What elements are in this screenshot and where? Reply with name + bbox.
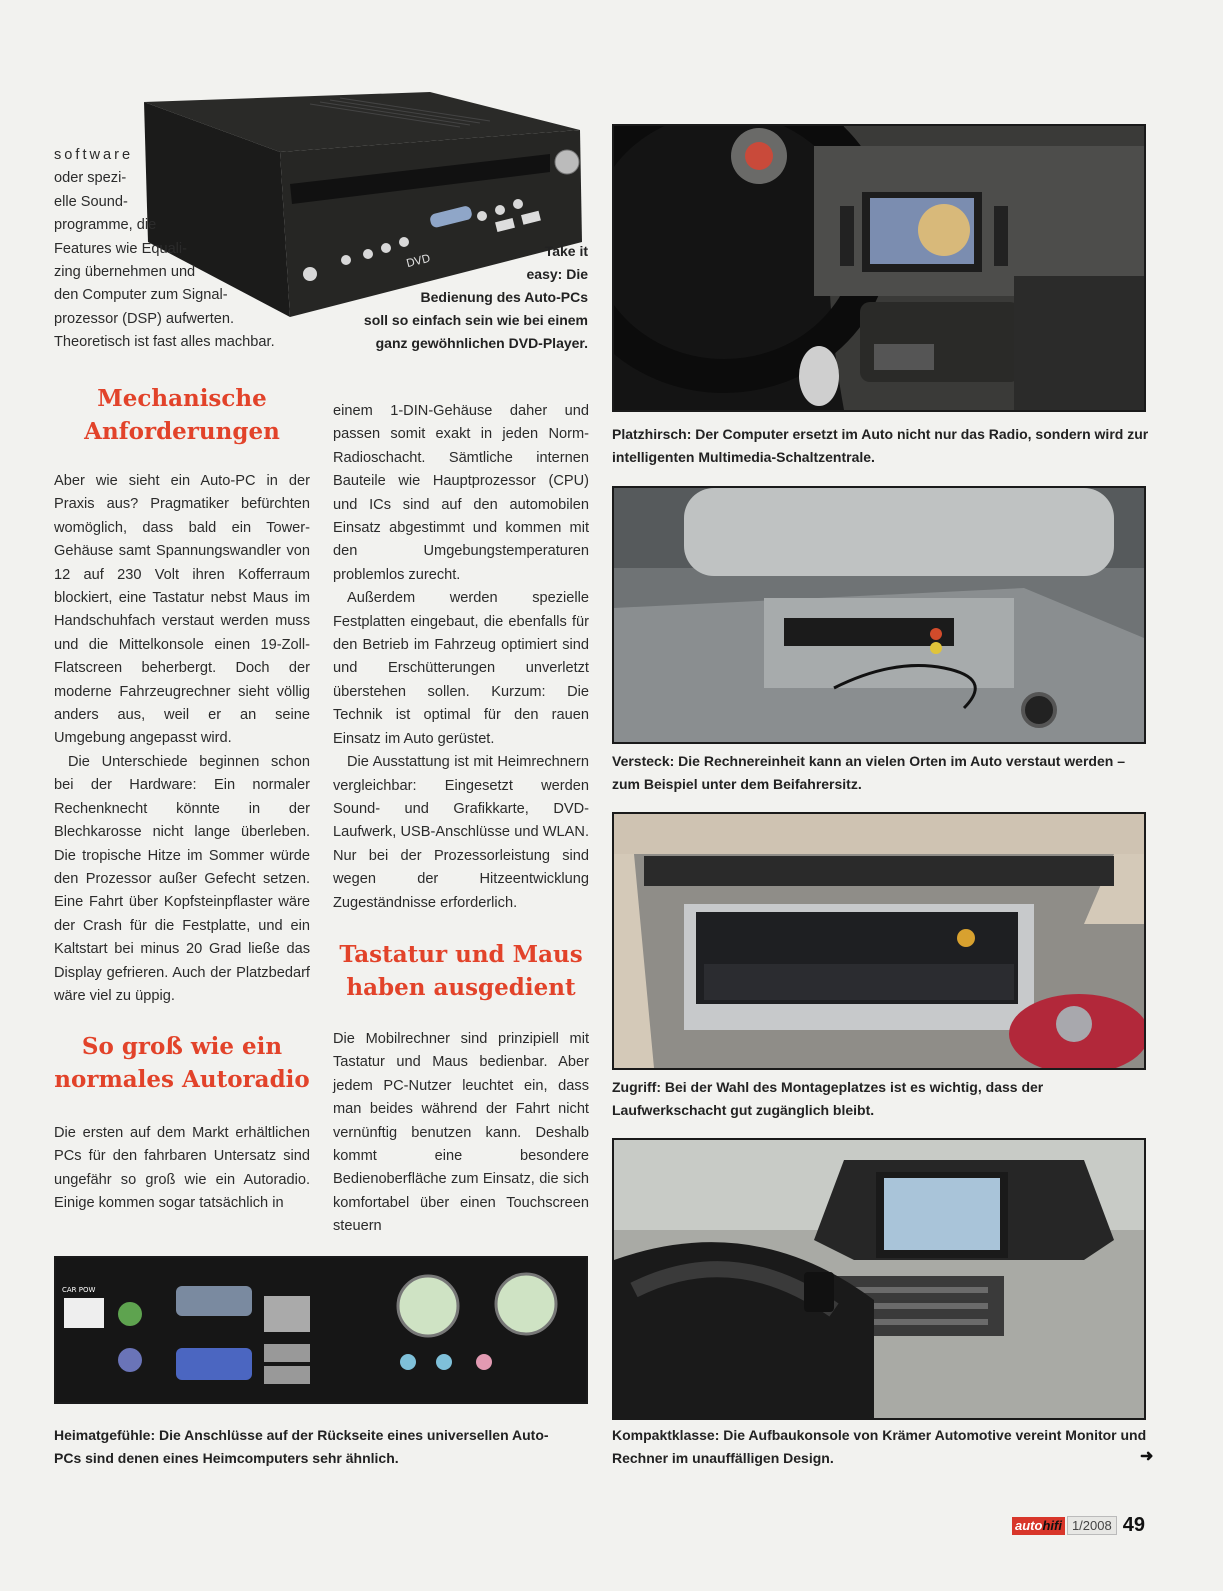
page-number: 49 [1122, 1514, 1145, 1536]
heading-line: Anforderungen [84, 418, 280, 445]
caption-line: easy: Die [526, 266, 588, 282]
logo-auto: auto [1015, 1517, 1043, 1533]
autohifi-logo [1012, 1517, 1065, 1535]
paragraph: Die Mobilrechner sind prinzipiell mit Tastatur und Maus bedienbar. Aber jedem PC-Nutzer leuchtet ein, dass man beides während der Fahrt nicht vernünftig benutzen kann. Deshalb kommt eine besondere Bedienoberfläche zum Einsatz, die sich komfortabel über einen Touchscreen steuern [333, 1031, 589, 1235]
intro-line: Features wie Equali- [54, 240, 188, 257]
caption-platzhirsch: Platzhirsch: Der Computer ersetzt im Auto nicht nur das Radio, sondern wird zur intelligenten Multimedia-Schaltzentrale. [612, 426, 1149, 465]
intro-line: Theoretisch ist fast alles machbar. [54, 334, 275, 351]
intro-text [54, 144, 314, 355]
heading-tastatur-und-maus [333, 938, 589, 1004]
caption-line: Bedienung des Auto-PCs [420, 289, 588, 305]
intro-line: elle Sound- [54, 193, 128, 210]
paragraph: Die Ausstattung ist mit Heimrechnern vergleichbar: Eingesetzt werden Sound- und Grafikkarte, DVD-Laufwerk, USB-Anschlüsse und WLAN. Nur bei der Prozessorleistung sind wegen der Hitzeentwicklung Zugeständnisse erforderlich. [333, 754, 589, 911]
caption-line: ganz gewöhnlichen DVD-Player. [375, 335, 588, 351]
intro-line: software [54, 147, 134, 163]
paragraph: Die Unterschiede beginnen schon bei der Hardware: Ein normaler Rechenknecht könnte in der Blechkarosse nicht lange überleben. Die tropische Hitze im Sommer würde den Prozessor außer Gefecht setzen. Eine Fahrt über Kopfsteinpflaster wäre der Crash für die Festplatte, und ein Kaltstart bei minus 20 Grad ließe das Display gefrieren. Auch der Platzbedarf wäre viel zu üppig. [54, 753, 310, 1004]
photo-rear-panel [54, 1256, 588, 1404]
column-1-body [54, 470, 310, 1008]
heading-line: Tastatur und Maus [339, 941, 583, 968]
top-caption [330, 240, 588, 355]
intro-line: prozessor (DSP) aufwerten. [54, 310, 235, 327]
paragraph: Außerdem werden spezielle Festplatten eingebaut, die ebenfalls für den Betrieb im Fahrzeug optimiert sind und Erschütterungen unverletzt überstehen sollen. Kurzum: Die Technik ist optimal für den rauen Einsatz im Auto gerüstet. [333, 590, 589, 747]
paragraph: Aber wie sieht ein Auto-PC in der Praxis aus? Pragmatiker befürchten womöglich, dass bald ein Tower-Gehäuse samt Spannungswandler von 12 auf 230 Volt ihren Kofferraum blockiert, eine Tastatur nebst Maus im Handschuhfach verstaut werden muss und die Mittelkonsole einen 19-Zoll-Flatscreen beherbergt. Doch der moderne Fahrzeugrechner sieht völlig anders aus, weil er an seine Umgebung angepasst wird. [54, 473, 310, 747]
car-pow-label: CAR POW [62, 1286, 96, 1294]
caption-line: soll so einfach sein wie bei einem [363, 312, 588, 328]
caption-versteck: Versteck: Die Rechnereinheit kann an vielen Orten im Auto verstaut werden – zum Beispiel unter dem Beifahrersitz. [612, 753, 1125, 792]
paragraph: Die ersten auf dem Markt erhältlichen PCs für den fahrbaren Untersatz sind ungefähr so groß wie ein Autoradio. Einige kommen sogar tatsächlich in [54, 1125, 310, 1212]
intro-line: programme, die [54, 217, 157, 234]
logo-hifi: hifi [1042, 1517, 1062, 1533]
heading-so-gross-wie-ein-autoradio [54, 1030, 310, 1096]
paragraph: einem 1-DIN-Gehäuse daher und passen somit exakt in jeden Norm-Radioschacht. Sämtliche internen Bauteile wie Hauptprozessor (CPU) und ICs sind auf den automobilen Einsatz abgestimmt und kommen mit den Umgebungstemperaturen problemlos zurecht. [333, 403, 589, 583]
photo-console [612, 1138, 1146, 1420]
issue-number: 1/2008 [1067, 1516, 1117, 1535]
heading-line: normales Autoradio [54, 1066, 310, 1093]
column-2-body-end [333, 1028, 589, 1239]
heading-line: So groß wie ein [81, 1033, 283, 1060]
heading-line: Mechanische [97, 385, 267, 412]
page-footer [1012, 1514, 1145, 1537]
photo-glovebox [612, 812, 1146, 1070]
heading-line: haben ausgedient [346, 974, 576, 1001]
intro-line: den Computer zum Signal- [54, 287, 228, 304]
intro-line: zing übernehmen und [54, 264, 196, 281]
continue-arrow-icon: ➜ [1140, 1448, 1154, 1465]
caption-kompaktklasse: Kompaktklasse: Die Aufbaukonsole von Krämer Automotive vereint Monitor und Rechner im unauffälligen Design. [612, 1427, 1147, 1466]
dvd-logo-text: DVD [404, 251, 432, 271]
intro-line: oder spezi- [54, 170, 127, 187]
caption-zugriff: Zugriff: Bei der Wahl des Montageplatzes ist es wichtig, dass der Laufwerkschacht gut zugänglich bleibt. [612, 1079, 1044, 1118]
heading-mechanische-anforderungen [54, 382, 310, 448]
photo-dashboard [612, 124, 1146, 412]
column-1-body-end [54, 1122, 310, 1216]
caption-line: Take it [544, 243, 588, 259]
caption-heimatgefuehle: Heimatgefühle: Die Anschlüsse auf der Rückseite eines universellen Auto-PCs sind denen eines Heimcomputers sehr ähnlich. [54, 1427, 549, 1466]
column-2-body [333, 400, 589, 915]
photo-under-seat [612, 486, 1146, 744]
